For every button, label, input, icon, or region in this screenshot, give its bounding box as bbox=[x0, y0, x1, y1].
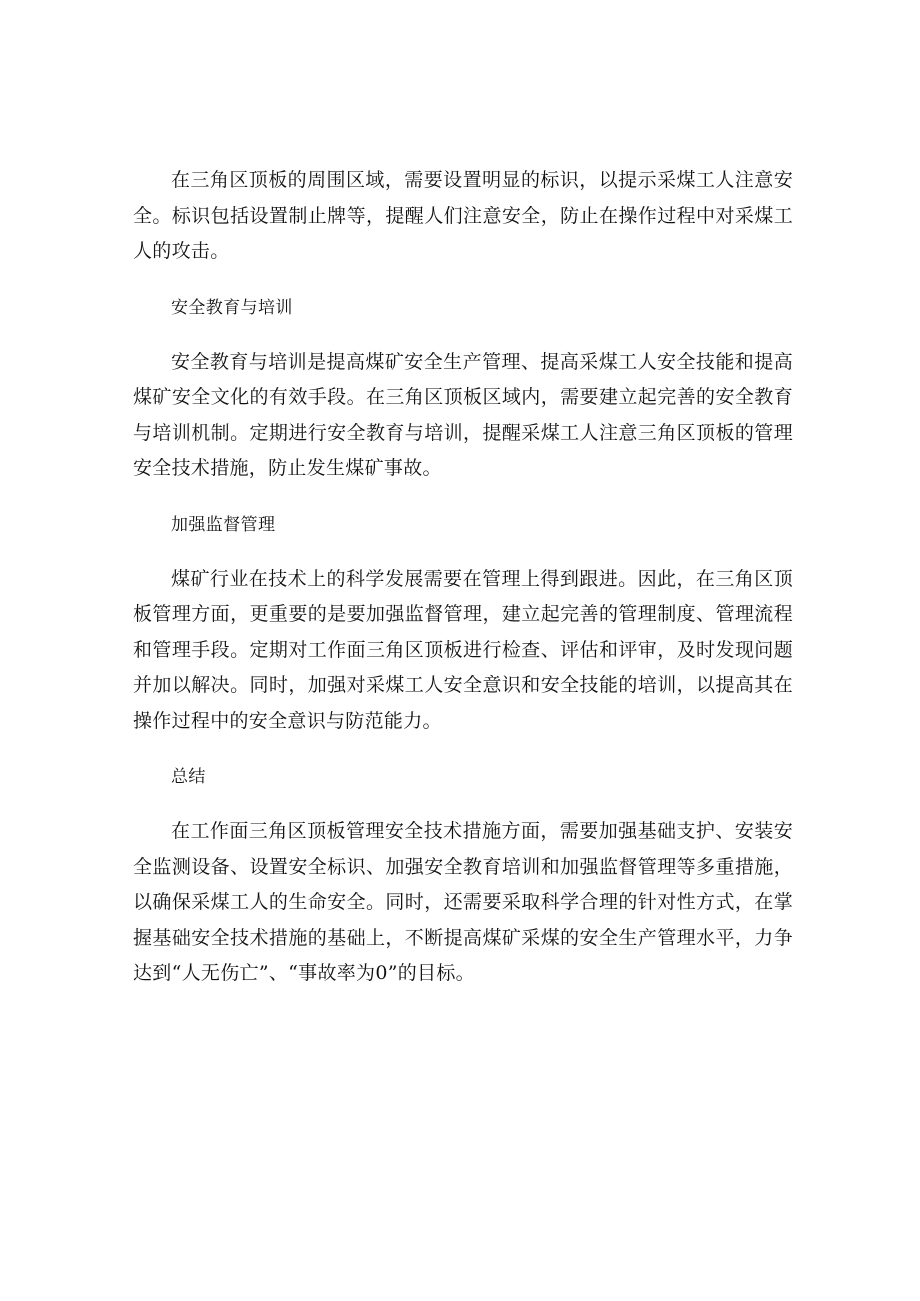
section-heading-summary: 总结 bbox=[171, 767, 206, 787]
paragraph-supervision: 煤矿行业在技术上的科学发展需要在管理上得到跟进。因此，在三角区顶板管理方面，更重要的是要加强监督管理，建立起完善的管理制度、管理流程和管理手段。定期对工作面三角区顶板进行检查、评估和评审，及时发现问题并加以解决。同时，加强对采煤工人安全意识和安全技能的培训，以提高其在操作过程中的安全意识与防范能力。 bbox=[133, 567, 793, 732]
document-body bbox=[133, 163, 793, 1016]
section-heading-safety-training: 安全教育与培训 bbox=[171, 297, 293, 318]
paragraph-safety-training: 安全教育与培训是提高煤矿安全生产管理、提高采煤工人安全技能和提高煤矿安全文化的有效手段。在三角区顶板区域内，需要建立起完善的安全教育与培训机制。定期进行安全教育与培训，提醒采煤工人注意三角区顶板的管理安全技术措施，防止发生煤矿事故。 bbox=[133, 350, 793, 479]
paragraph-summary: 在工作面三角区顶板管理安全技术措施方面，需要加强基础支护、安装安全监测设备、设置安全标识、加强安全教育培训和加强监督管理等多重措施，以确保采煤工人的生命安全。同时，还需要采取科学合理的针对性方式，在掌握基础安全技术措施的基础上，不断提高煤矿采煤的安全生产管理水平，力争达到“人无伤亡”、“事故率为0”的目标。 bbox=[133, 820, 793, 984]
paragraph-signage: 在三角区顶板的周围区域，需要设置明显的标识，以提示采煤工人注意安全。标识包括设置制止牌等，提醒人们注意安全，防止在操作过程中对采煤工人的攻击。 bbox=[133, 169, 793, 262]
section-heading-supervision: 加强监督管理 bbox=[171, 514, 276, 535]
